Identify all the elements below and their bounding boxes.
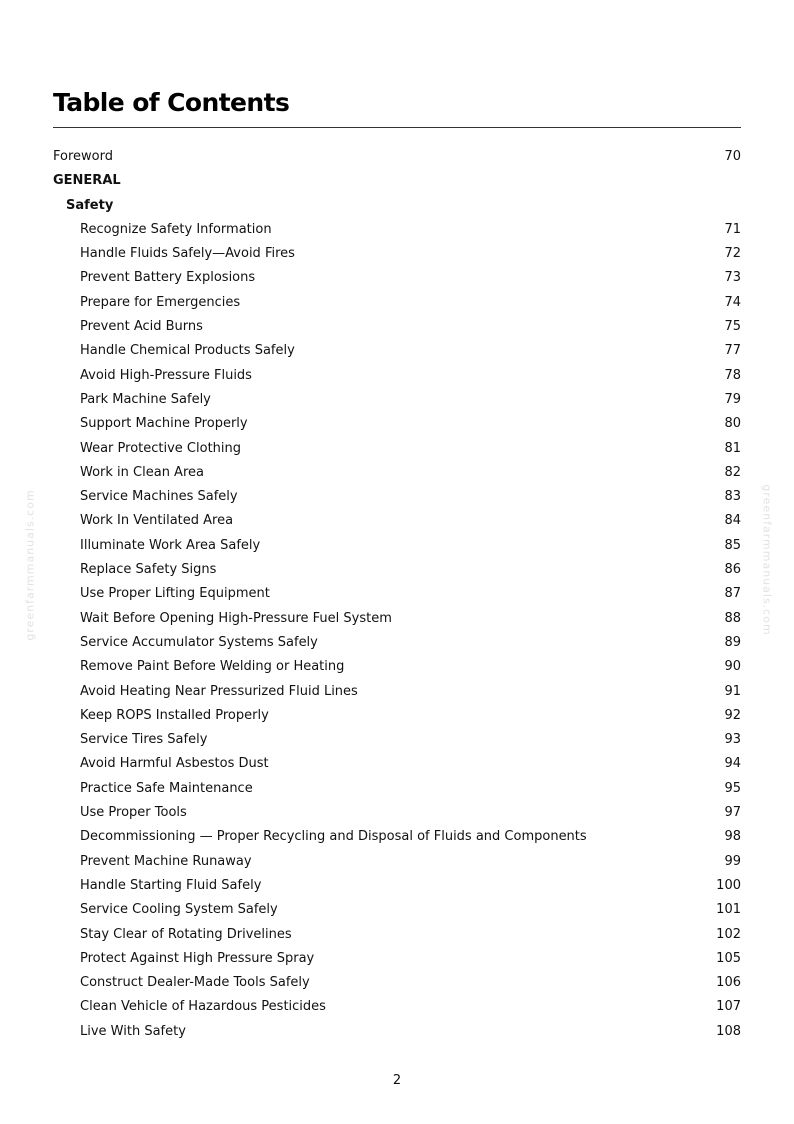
toc-entry-label: Service Accumulator Systems Safely [80,634,318,650]
toc-entry-page-number: 90 [724,659,741,675]
toc-entry-label: Service Cooling System Safely [80,902,278,918]
toc-entry[interactable] [53,1020,741,1044]
toc-entry-label: Avoid Heating Near Pressurized Fluid Lines [80,683,358,699]
toc-entry-label: Practice Safe Maintenance [80,780,253,796]
toc-entry-page-number: 70 [724,149,741,164]
toc-entry-label: Construct Dealer-Made Tools Safely [80,975,310,991]
toc-entry-page-number: 78 [724,367,741,383]
toc-entry-page-number: 93 [724,732,741,748]
toc-entry-page-number: 83 [724,489,741,505]
watermark-right: greenfarmmanuals.com [760,484,774,636]
toc-entry[interactable] [53,704,741,728]
toc-entry[interactable] [53,923,741,947]
toc-entry[interactable] [53,461,741,485]
toc-entry-label: Prevent Acid Burns [80,319,203,335]
toc-entry[interactable] [53,437,741,461]
watermark-left: greenfarmmanuals.com [23,489,37,641]
toc-entry-label: Handle Chemical Products Safely [80,343,295,359]
toc-entry-label: Avoid Harmful Asbestos Dust [80,756,269,772]
toc-entry-page-number: 86 [724,562,741,578]
toc-entry-label: Wait Before Opening High-Pressure Fuel System [80,610,392,626]
toc-entry[interactable] [53,388,741,412]
toc-entry-label: Keep ROPS Installed Properly [80,707,269,723]
toc-entry-page-number: 84 [724,513,741,529]
toc-entry[interactable] [53,242,741,266]
toc-entry[interactable] [53,607,741,631]
toc-entry-label: Service Tires Safely [80,732,208,748]
toc-entry-page-number: 89 [724,634,741,650]
toc-entry-label: Recognize Safety Information [80,221,272,237]
toc-entry[interactable] [53,558,741,582]
toc-entry-label: Safety [66,197,114,213]
toc-entry-label: Handle Fluids Safely—Avoid Fires [80,246,295,262]
toc-entry[interactable] [53,655,741,679]
toc-entry[interactable] [53,145,741,169]
toc-entry-page-number: 75 [724,319,741,335]
toc-entry-page-number: 85 [724,537,741,553]
toc-entry[interactable] [53,291,741,315]
toc-entry-label: Service Machines Safely [80,489,238,505]
toc-entry-label: Illuminate Work Area Safely [80,537,261,553]
toc-entry-page-number: 92 [724,707,741,723]
toc-entry-label: Work In Ventilated Area [80,513,234,529]
toc-entry-page-number: 87 [724,586,741,602]
toc-entry-label: Wear Protective Clothing [80,440,242,456]
toc-entry[interactable] [53,947,741,971]
toc-entry[interactable] [53,534,741,558]
toc-entry-page-number: 106 [716,975,741,991]
toc-entry-label: Handle Starting Fluid Safely [80,877,262,893]
toc-entry[interactable] [53,898,741,922]
page-number: 2 [392,1073,402,1088]
toc-entry-label: Live With Safety [80,1023,186,1039]
toc-entry-page-number: 105 [716,950,741,966]
toc-entry[interactable] [53,971,741,995]
toc-entry-page-number: 91 [724,683,741,699]
toc-entry-label: Park Machine Safely [80,391,211,407]
toc-entry-page-number: 77 [724,343,741,359]
toc-entry-label: Decommissioning — Proper Recycling and Disposal of Fluids and Components [80,829,587,845]
toc-entry-page-number: 108 [716,1023,741,1039]
toc-entry-page-number: 98 [724,829,741,845]
toc-entry-label: Use Proper Tools [80,805,187,821]
toc-entry-page-number: 100 [716,877,741,893]
toc-entry-page-number: 79 [724,391,741,407]
toc-entry-label: Avoid High-Pressure Fluids [80,367,252,383]
toc-entry-page-number: 88 [724,610,741,626]
toc-entry[interactable] [53,825,741,849]
toc-entry-page-number: 99 [724,853,741,869]
toc-entry-label: Protect Against High Pressure Spray [80,950,315,966]
toc-entry-page-number: 71 [724,221,741,237]
toc-entry[interactable] [53,801,741,825]
toc-entry[interactable] [53,995,741,1019]
toc-entry-label: Use Proper Lifting Equipment [80,586,270,602]
toc-entry[interactable] [53,874,741,898]
toc-entry[interactable] [53,266,741,290]
toc-entry-label: Replace Safety Signs [80,562,217,578]
toc-entry[interactable] [53,582,741,606]
toc-list [53,145,741,1044]
toc-entry[interactable] [53,680,741,704]
toc-entry[interactable] [53,728,741,752]
toc-entry-label: Prepare for Emergencies [80,294,241,310]
title-divider [53,127,741,128]
toc-entry[interactable] [53,752,741,776]
toc-entry-page-number: 80 [724,416,741,432]
toc-entry[interactable] [53,364,741,388]
toc-entry[interactable] [53,850,741,874]
toc-entry-label: Remove Paint Before Welding or Heating [80,659,345,675]
page-title: Table of Contents [53,88,290,117]
toc-entry-page-number: 101 [716,902,741,918]
toc-entry-page-number: 82 [724,464,741,480]
toc-entry[interactable] [53,631,741,655]
toc-entry[interactable] [53,315,741,339]
toc-entry[interactable] [53,339,741,363]
toc-entry[interactable] [53,509,741,533]
toc-entry-label: Work in Clean Area [80,464,204,480]
toc-entry-page-number: 94 [724,756,741,772]
toc-entry-label: Prevent Battery Explosions [80,270,256,286]
toc-entry-page-number: 95 [724,780,741,796]
toc-section-heading[interactable] [53,169,741,193]
toc-entry-page-number: 73 [724,270,741,286]
toc-entry-label: Clean Vehicle of Hazardous Pesticides [80,999,326,1015]
toc-entry-page-number: 97 [724,805,741,821]
toc-entry-page-number: 74 [724,294,741,310]
toc-entry[interactable] [53,412,741,436]
toc-entry-label: Prevent Machine Runaway [80,853,252,869]
toc-entry[interactable] [53,218,741,242]
toc-entry[interactable] [53,485,741,509]
toc-entry-page-number: 81 [724,440,741,456]
toc-entry-label: Support Machine Properly [80,416,248,432]
toc-entry-label: Stay Clear of Rotating Drivelines [80,926,292,942]
toc-entry-page-number: 107 [716,999,741,1015]
toc-entry-page-number: 72 [724,246,741,262]
toc-entry[interactable] [53,777,741,801]
toc-subsection-heading[interactable] [53,194,741,218]
toc-entry-page-number: 102 [716,926,741,942]
toc-entry-label: GENERAL [53,173,121,189]
toc-entry-label: Foreword [53,149,113,164]
